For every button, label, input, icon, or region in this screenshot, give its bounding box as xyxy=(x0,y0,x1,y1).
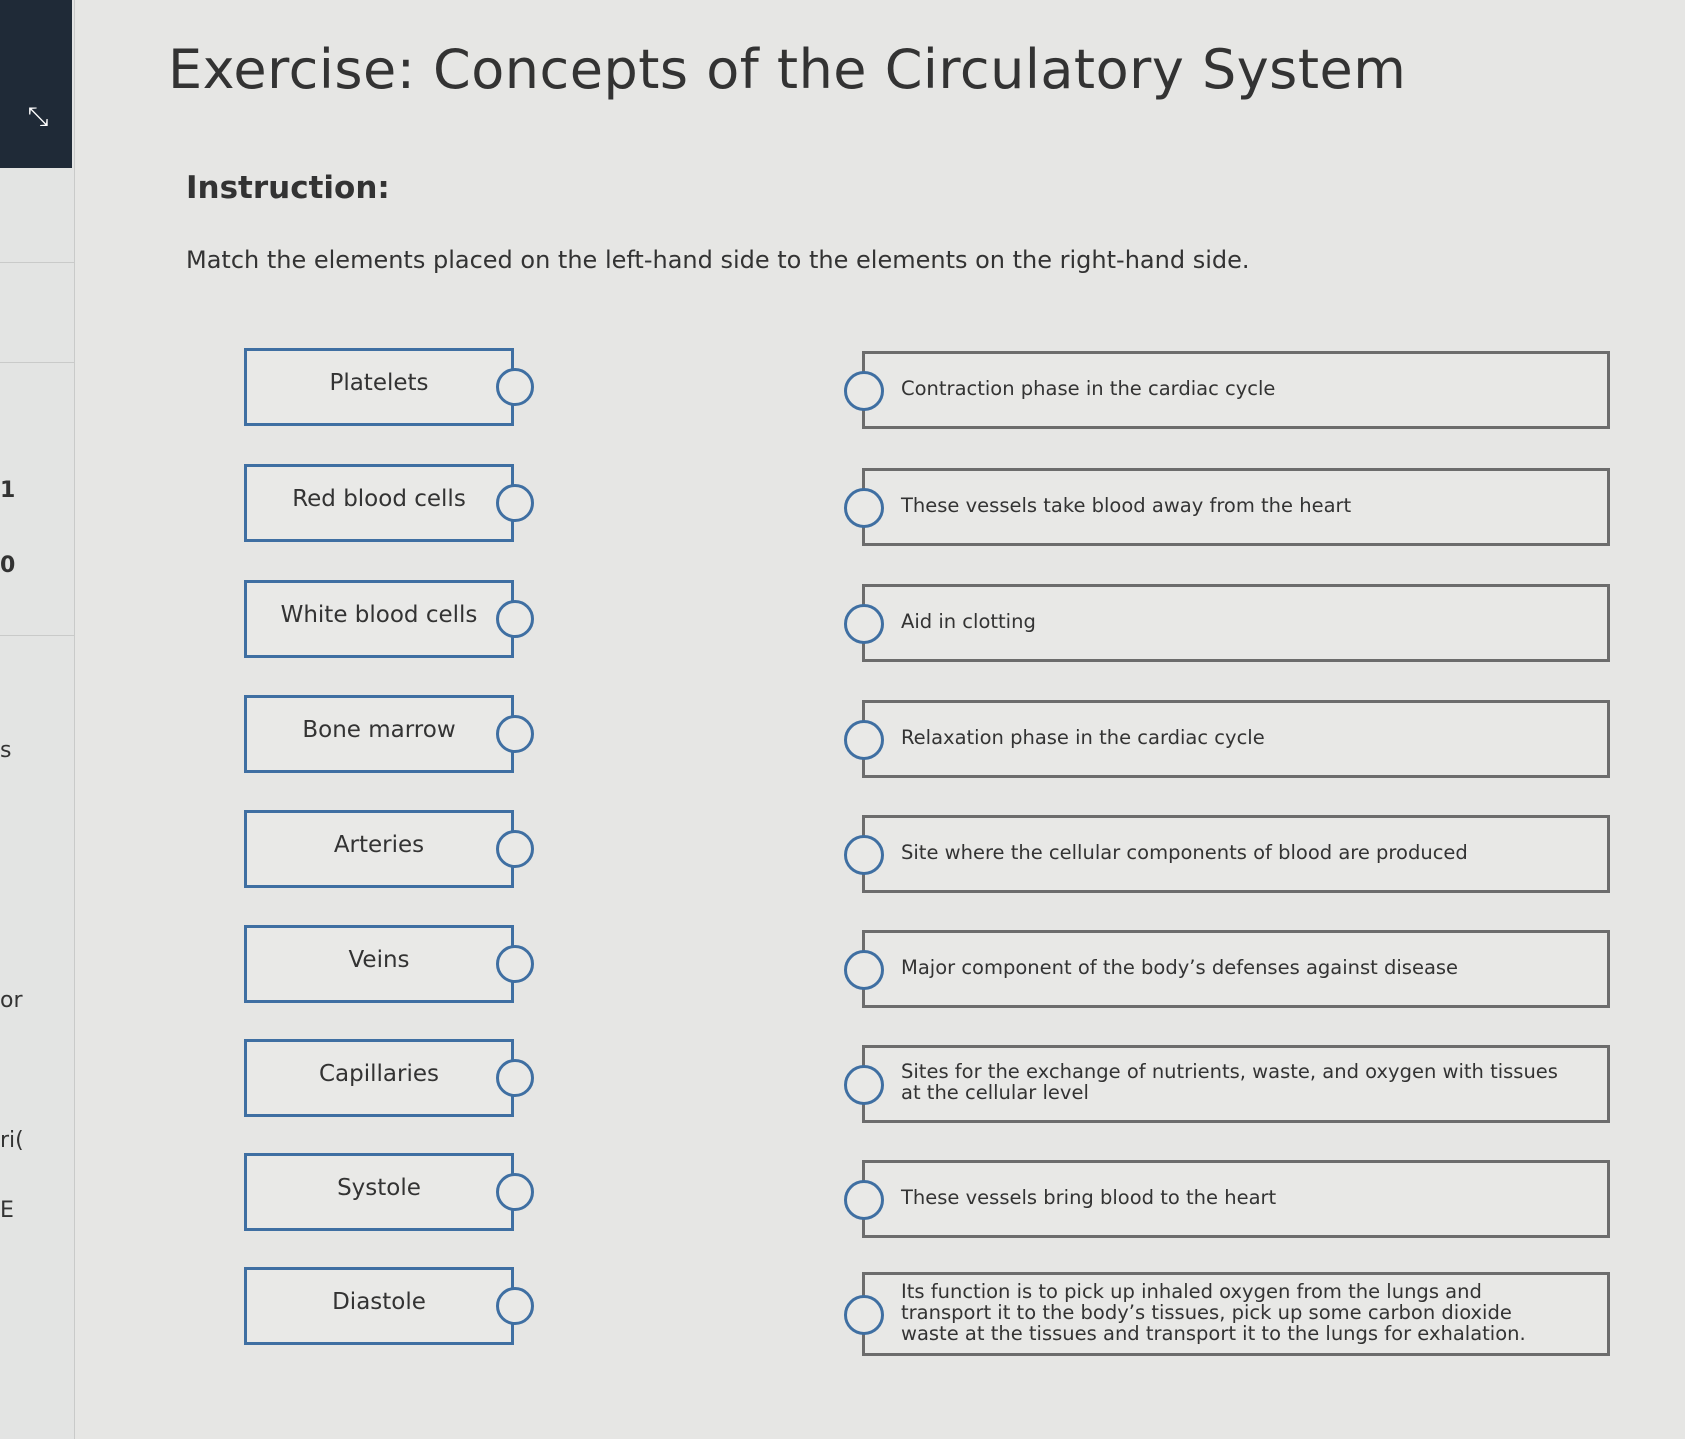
sidebar-fragment[interactable]: ri( xyxy=(0,1128,24,1153)
right-item-aid-clotting[interactable] xyxy=(862,584,1610,662)
connector-handle[interactable] xyxy=(844,720,884,760)
connector-handle[interactable] xyxy=(496,484,534,522)
left-item-diastole[interactable] xyxy=(244,1267,514,1345)
right-item-cellular-production[interactable] xyxy=(862,815,1610,893)
right-item-oxygen-transport[interactable] xyxy=(862,1272,1610,1356)
right-item-label: Sites for the exchange of nutrients, waste, and oxygen with tissues at the cellular level xyxy=(901,1060,1558,1104)
left-item-label: Red blood cells xyxy=(292,486,466,512)
right-item-vessels-to-heart[interactable] xyxy=(862,1160,1610,1238)
left-item-label: Arteries xyxy=(333,832,425,858)
right-item-exchange-sites[interactable] xyxy=(862,1045,1610,1123)
sidebar-fragment[interactable]: s xyxy=(0,738,12,763)
instruction-heading: Instruction: xyxy=(186,170,390,206)
left-item-red-blood-cells[interactable] xyxy=(244,464,514,542)
left-item-label: Veins xyxy=(348,947,410,973)
sidebar-fragment[interactable]: or xyxy=(0,988,23,1013)
connector-handle[interactable] xyxy=(844,1295,884,1335)
left-item-platelets[interactable] xyxy=(244,348,514,426)
sidebar-fragment[interactable]: 0 xyxy=(0,553,16,578)
right-item-label: Aid in clotting xyxy=(901,609,1036,633)
left-item-label: Capillaries xyxy=(319,1061,439,1087)
instruction-text: Match the elements placed on the left-hand side to the elements on the right-hand side. xyxy=(186,246,1250,274)
right-item-label: Major component of the body’s defenses against disease xyxy=(901,955,1459,979)
right-item-label: Site where the cellular components of blood are produced xyxy=(901,840,1468,864)
page-title: Exercise: Concepts of the Circulatory System xyxy=(168,38,1407,101)
connector-handle[interactable] xyxy=(844,835,884,875)
right-item-label: Relaxation phase in the cardiac cycle xyxy=(901,725,1265,749)
connector-handle[interactable] xyxy=(844,488,884,528)
connector-handle[interactable] xyxy=(844,604,884,644)
connector-handle[interactable] xyxy=(844,950,884,990)
connector-handle[interactable] xyxy=(844,1180,884,1220)
right-item-label: These vessels take blood away from the heart xyxy=(901,493,1352,517)
right-item-label: These vessels bring blood to the heart xyxy=(901,1185,1277,1209)
connector-handle[interactable] xyxy=(496,368,534,406)
sidebar-header xyxy=(0,0,72,168)
sidebar-fragment[interactable]: 1 xyxy=(0,478,16,503)
left-item-label: White blood cells xyxy=(280,602,478,628)
left-item-label: Bone marrow xyxy=(302,717,456,743)
sidebar-divider xyxy=(0,362,74,363)
left-item-white-blood-cells[interactable] xyxy=(244,580,514,658)
right-item-label: Its function is to pick up inhaled oxygen from the lungs and transport it to the body’s tissues, pick up some carbon dioxide waste at the tissues and transport it to the lungs for exhalation. xyxy=(901,1279,1526,1345)
connector-handle[interactable] xyxy=(844,371,884,411)
connector-handle[interactable] xyxy=(496,1287,534,1325)
left-item-systole[interactable] xyxy=(244,1153,514,1231)
connector-handle[interactable] xyxy=(496,1059,534,1097)
connector-handle[interactable] xyxy=(496,715,534,753)
right-item-vessels-away[interactable] xyxy=(862,468,1610,546)
left-item-veins[interactable] xyxy=(244,925,514,1003)
connector-handle[interactable] xyxy=(496,830,534,868)
connector-handle[interactable] xyxy=(496,600,534,638)
left-item-arteries[interactable] xyxy=(244,810,514,888)
sidebar-divider xyxy=(0,262,74,263)
sidebar xyxy=(0,0,75,1439)
sidebar-divider xyxy=(0,635,74,636)
left-item-label: Diastole xyxy=(332,1289,426,1315)
sidebar-fragment[interactable]: E xyxy=(0,1198,14,1223)
left-item-capillaries[interactable] xyxy=(244,1039,514,1117)
left-item-bone-marrow[interactable] xyxy=(244,695,514,773)
right-item-contraction-phase[interactable] xyxy=(862,351,1610,429)
right-item-defenses[interactable] xyxy=(862,930,1610,1008)
connector-handle[interactable] xyxy=(496,1173,534,1211)
connector-handle[interactable] xyxy=(844,1065,884,1105)
right-item-label: Contraction phase in the cardiac cycle xyxy=(901,376,1276,400)
collapse-arrows-icon[interactable]: ⤡ xyxy=(27,102,49,132)
left-item-label: Platelets xyxy=(329,370,429,396)
connector-handle[interactable] xyxy=(496,945,534,983)
right-item-relaxation-phase[interactable] xyxy=(862,700,1610,778)
main-content xyxy=(110,0,1670,1439)
left-item-label: Systole xyxy=(337,1175,421,1201)
